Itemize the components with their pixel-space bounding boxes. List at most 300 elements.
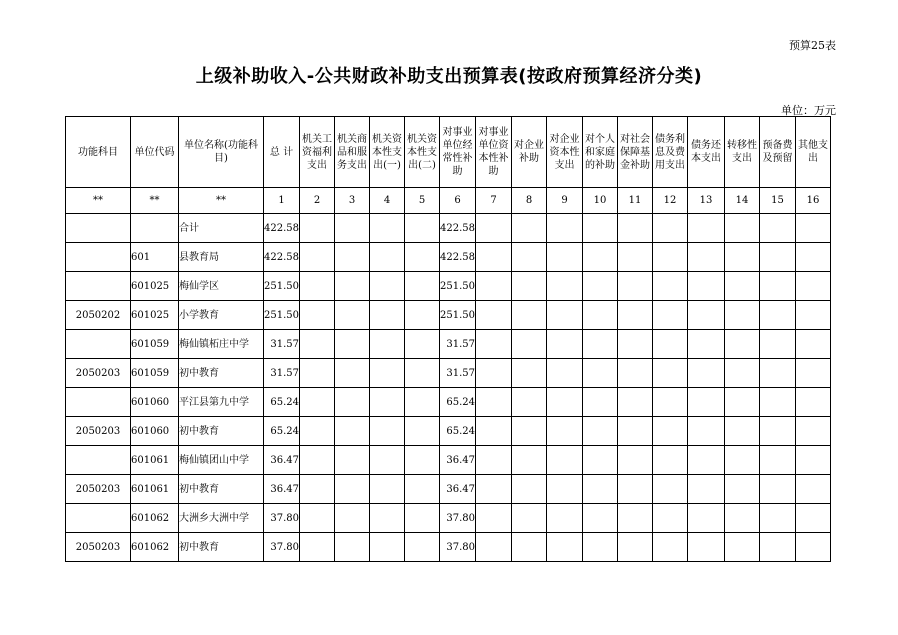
table-row [66, 446, 831, 475]
amount-cell [618, 243, 653, 272]
amount-cell [405, 272, 440, 301]
amount-cell [796, 446, 831, 475]
amount-cell [476, 446, 512, 475]
amount-cell [370, 272, 405, 301]
amount-cell [405, 359, 440, 388]
table-row [66, 504, 831, 533]
amount-cell: 36.47 [440, 475, 476, 504]
amount-cell [476, 330, 512, 359]
amount-cell [653, 272, 688, 301]
function-code-cell [66, 446, 131, 475]
column-index-cell: 12 [653, 188, 688, 214]
amount-cell [653, 330, 688, 359]
amount-cell [547, 330, 583, 359]
amount-cell [583, 504, 618, 533]
amount-cell [476, 243, 512, 272]
amount-cell [653, 301, 688, 330]
unit-code-cell: 601 [131, 243, 179, 272]
amount-cell [725, 214, 760, 243]
unit-name-cell: 初中教育 [179, 417, 264, 446]
amount-cell [547, 388, 583, 417]
amount-cell [653, 417, 688, 446]
amount-cell [370, 301, 405, 330]
amount-cell [725, 475, 760, 504]
amount-cell [653, 504, 688, 533]
column-index-cell: 1 [264, 188, 300, 214]
amount-cell: 422.58 [440, 214, 476, 243]
amount-cell [760, 475, 796, 504]
column-index-cell: 3 [335, 188, 370, 214]
function-code-cell [66, 214, 131, 243]
table-row [66, 301, 831, 330]
column-header [688, 117, 725, 188]
amount-cell [476, 388, 512, 417]
amount-cell [688, 301, 725, 330]
amount-cell [405, 504, 440, 533]
amount-cell [405, 388, 440, 417]
column-header-label: 机关工资福利支出 [302, 133, 332, 171]
budget-table [65, 116, 831, 562]
amount-cell [725, 243, 760, 272]
column-header-label: 机关商品和服务支出 [337, 133, 367, 171]
amount-cell [796, 214, 831, 243]
amount-cell [796, 330, 831, 359]
amount-cell [335, 417, 370, 446]
column-header [760, 117, 796, 188]
amount-cell [300, 417, 335, 446]
column-header-label: 对个人和家庭的补助 [585, 133, 615, 171]
header-row [66, 117, 831, 188]
amount-cell [760, 214, 796, 243]
table-row [66, 214, 831, 243]
column-header [547, 117, 583, 188]
amount-cell [476, 272, 512, 301]
amount-cell [300, 272, 335, 301]
amount-cell [760, 504, 796, 533]
column-index-cell: 9 [547, 188, 583, 214]
amount-cell [618, 388, 653, 417]
amount-cell [653, 359, 688, 388]
column-header [440, 117, 476, 188]
column-header-label: 单位名称(功能科目) [184, 140, 258, 164]
amount-cell [512, 475, 547, 504]
column-header [653, 117, 688, 188]
column-index-cell: 8 [512, 188, 547, 214]
unit-label: 单位：万元 [781, 104, 836, 117]
page-title: 上级补助收入-公共财政补助支出预算表(按政府预算经济分类) [195, 66, 703, 87]
amount-cell [335, 533, 370, 562]
amount-cell [760, 388, 796, 417]
amount-cell [300, 214, 335, 243]
column-header-label: 机关资本性支出(一) [372, 133, 402, 171]
column-index-cell: ** [131, 188, 179, 214]
amount-cell [370, 446, 405, 475]
amount-cell [370, 388, 405, 417]
total-cell: 65.24 [264, 417, 300, 446]
amount-cell [335, 301, 370, 330]
total-cell: 31.57 [264, 330, 300, 359]
column-header [335, 117, 370, 188]
amount-cell [796, 504, 831, 533]
table-row [66, 388, 831, 417]
amount-cell [725, 504, 760, 533]
amount-cell [688, 359, 725, 388]
amount-cell [300, 359, 335, 388]
amount-cell [583, 475, 618, 504]
amount-cell [725, 388, 760, 417]
amount-cell: 37.80 [440, 504, 476, 533]
amount-cell [760, 417, 796, 446]
amount-cell [370, 504, 405, 533]
amount-cell [688, 330, 725, 359]
function-code-cell: 2050203 [66, 359, 131, 388]
amount-cell [300, 301, 335, 330]
amount-cell [547, 446, 583, 475]
amount-cell [335, 272, 370, 301]
amount-cell [618, 417, 653, 446]
amount-cell [335, 388, 370, 417]
column-header-label: 功能科目 [78, 146, 118, 158]
column-index-cell: ** [179, 188, 264, 214]
amount-cell [688, 475, 725, 504]
column-index-row [66, 188, 831, 214]
amount-cell [405, 475, 440, 504]
amount-cell [370, 330, 405, 359]
column-header [179, 117, 264, 188]
amount-cell [300, 475, 335, 504]
amount-cell [335, 214, 370, 243]
amount-cell [618, 272, 653, 301]
column-index-cell: 10 [583, 188, 618, 214]
unit-code-cell: 601059 [131, 359, 179, 388]
column-header-label: 转移性支出 [727, 140, 757, 164]
amount-cell [796, 475, 831, 504]
column-header [370, 117, 405, 188]
total-cell: 422.58 [264, 214, 300, 243]
column-header-label: 对企业资本性支出 [549, 133, 580, 171]
amount-cell [583, 272, 618, 301]
function-code-cell [66, 388, 131, 417]
total-cell: 65.24 [264, 388, 300, 417]
amount-cell [405, 243, 440, 272]
column-index-cell: ** [66, 188, 131, 214]
column-index-cell: 5 [405, 188, 440, 214]
table-row [66, 533, 831, 562]
amount-cell [688, 417, 725, 446]
unit-name-cell: 县教育局 [179, 243, 264, 272]
amount-cell [335, 446, 370, 475]
amount-cell: 36.47 [440, 446, 476, 475]
column-header [618, 117, 653, 188]
amount-cell [760, 446, 796, 475]
column-header-label: 预备费及预留 [762, 140, 793, 164]
function-code-cell: 2050203 [66, 417, 131, 446]
amount-cell [405, 533, 440, 562]
amount-cell [405, 446, 440, 475]
amount-cell: 422.58 [440, 243, 476, 272]
amount-cell [300, 446, 335, 475]
function-code-cell: 2050202 [66, 301, 131, 330]
amount-cell [618, 359, 653, 388]
column-header-label: 其他支出 [798, 140, 828, 164]
amount-cell [335, 330, 370, 359]
amount-cell [476, 533, 512, 562]
unit-code-cell: 601062 [131, 533, 179, 562]
amount-cell [653, 533, 688, 562]
table-row [66, 330, 831, 359]
amount-cell [300, 533, 335, 562]
column-header [300, 117, 335, 188]
amount-cell [760, 272, 796, 301]
amount-cell [760, 243, 796, 272]
amount-cell [405, 214, 440, 243]
amount-cell [512, 388, 547, 417]
function-code-cell: 2050203 [66, 533, 131, 562]
amount-cell [796, 272, 831, 301]
amount-cell [512, 272, 547, 301]
amount-cell [512, 243, 547, 272]
column-index-cell: 16 [796, 188, 831, 214]
column-header [66, 117, 131, 188]
table-row [66, 475, 831, 504]
amount-cell [512, 301, 547, 330]
column-index-cell: 2 [300, 188, 335, 214]
column-index-cell: 7 [476, 188, 512, 214]
amount-cell [370, 417, 405, 446]
column-header-label: 对社会保障基金补助 [620, 133, 650, 171]
unit-name-cell: 平江县第九中学 [179, 388, 264, 417]
amount-cell [618, 475, 653, 504]
total-cell: 31.57 [264, 359, 300, 388]
amount-cell [688, 243, 725, 272]
amount-cell [547, 301, 583, 330]
amount-cell [583, 446, 618, 475]
amount-cell [300, 388, 335, 417]
amount-cell [653, 446, 688, 475]
amount-cell [796, 359, 831, 388]
amount-cell [653, 243, 688, 272]
total-cell: 422.58 [264, 243, 300, 272]
table-row [66, 417, 831, 446]
amount-cell [618, 446, 653, 475]
amount-cell [370, 243, 405, 272]
unit-name-cell: 初中教育 [179, 359, 264, 388]
amount-cell [583, 243, 618, 272]
amount-cell: 65.24 [440, 417, 476, 446]
amount-cell [725, 330, 760, 359]
unit-name-cell: 合计 [179, 214, 264, 243]
amount-cell [796, 417, 831, 446]
amount-cell [476, 475, 512, 504]
function-code-cell: 2050203 [66, 475, 131, 504]
unit-name-cell: 梅仙镇团山中学 [179, 446, 264, 475]
column-index-cell: 13 [688, 188, 725, 214]
amount-cell [370, 475, 405, 504]
amount-cell [335, 243, 370, 272]
amount-cell [476, 359, 512, 388]
amount-cell: 251.50 [440, 272, 476, 301]
amount-cell [688, 533, 725, 562]
form-number: 预算25表 [789, 39, 836, 52]
amount-cell [583, 301, 618, 330]
total-cell: 251.50 [264, 272, 300, 301]
column-header-label: 对企业补助 [514, 140, 544, 164]
amount-cell [583, 417, 618, 446]
column-header [583, 117, 618, 188]
amount-cell [618, 214, 653, 243]
amount-cell [653, 388, 688, 417]
amount-cell [618, 533, 653, 562]
amount-cell [547, 504, 583, 533]
unit-name-cell: 梅仙学区 [179, 272, 264, 301]
total-cell: 37.80 [264, 533, 300, 562]
amount-cell [405, 301, 440, 330]
amount-cell [547, 533, 583, 562]
function-code-cell [66, 243, 131, 272]
amount-cell [653, 475, 688, 504]
unit-code-cell: 601060 [131, 417, 179, 446]
amount-cell [547, 243, 583, 272]
unit-code-cell: 601061 [131, 475, 179, 504]
column-header [725, 117, 760, 188]
column-index-cell: 14 [725, 188, 760, 214]
unit-name-cell: 初中教育 [179, 533, 264, 562]
table-row [66, 359, 831, 388]
total-cell: 36.47 [264, 446, 300, 475]
column-header-label: 债务利息及费用支出 [655, 133, 685, 171]
function-code-cell [66, 504, 131, 533]
amount-cell [618, 301, 653, 330]
amount-cell [405, 417, 440, 446]
column-index-cell: 6 [440, 188, 476, 214]
column-header-label: 对事业单位经常性补助 [442, 127, 473, 177]
amount-cell [512, 330, 547, 359]
amount-cell [476, 417, 512, 446]
unit-name-cell: 初中教育 [179, 475, 264, 504]
amount-cell [547, 359, 583, 388]
amount-cell [725, 417, 760, 446]
amount-cell [512, 417, 547, 446]
amount-cell [300, 330, 335, 359]
amount-cell [796, 533, 831, 562]
amount-cell [618, 330, 653, 359]
amount-cell [760, 330, 796, 359]
column-header [405, 117, 440, 188]
function-code-cell [66, 330, 131, 359]
amount-cell [688, 446, 725, 475]
amount-cell [370, 533, 405, 562]
column-index-cell: 15 [760, 188, 796, 214]
column-index-cell: 4 [370, 188, 405, 214]
amount-cell: 31.57 [440, 359, 476, 388]
amount-cell [760, 533, 796, 562]
amount-cell [653, 214, 688, 243]
amount-cell [335, 504, 370, 533]
unit-code-cell: 601025 [131, 301, 179, 330]
amount-cell [725, 359, 760, 388]
table-row [66, 243, 831, 272]
amount-cell [335, 359, 370, 388]
amount-cell [300, 504, 335, 533]
amount-cell [512, 446, 547, 475]
function-code-cell [66, 272, 131, 301]
amount-cell [512, 504, 547, 533]
column-header [264, 117, 300, 188]
amount-cell [796, 243, 831, 272]
amount-cell [335, 475, 370, 504]
amount-cell [300, 243, 335, 272]
column-index-cell: 11 [618, 188, 653, 214]
amount-cell [512, 359, 547, 388]
amount-cell [760, 359, 796, 388]
column-header-label: 机关资本性支出(二) [407, 133, 437, 171]
amount-cell [796, 301, 831, 330]
amount-cell: 37.80 [440, 533, 476, 562]
amount-cell [760, 301, 796, 330]
column-header-label: 总 计 [269, 146, 294, 158]
amount-cell [688, 504, 725, 533]
total-cell: 37.80 [264, 504, 300, 533]
column-header [131, 117, 179, 188]
amount-cell [725, 272, 760, 301]
unit-name-cell: 梅仙镇柘庄中学 [179, 330, 264, 359]
amount-cell [405, 330, 440, 359]
unit-code-cell: 601059 [131, 330, 179, 359]
amount-cell [583, 533, 618, 562]
amount-cell [370, 214, 405, 243]
amount-cell [725, 446, 760, 475]
amount-cell [583, 330, 618, 359]
amount-cell [370, 359, 405, 388]
column-header [796, 117, 831, 188]
column-header-label: 对事业单位资本性补助 [478, 127, 509, 177]
amount-cell [512, 214, 547, 243]
amount-cell [476, 301, 512, 330]
total-cell: 36.47 [264, 475, 300, 504]
amount-cell [547, 475, 583, 504]
amount-cell: 251.50 [440, 301, 476, 330]
amount-cell [547, 272, 583, 301]
unit-code-cell: 601061 [131, 446, 179, 475]
total-cell: 251.50 [264, 301, 300, 330]
unit-code-cell: 601060 [131, 388, 179, 417]
amount-cell [583, 359, 618, 388]
amount-cell: 31.57 [440, 330, 476, 359]
amount-cell [688, 388, 725, 417]
amount-cell [688, 272, 725, 301]
unit-name-cell: 大洲乡大洲中学 [179, 504, 264, 533]
table-row [66, 272, 831, 301]
amount-cell [547, 214, 583, 243]
unit-code-cell [131, 214, 179, 243]
unit-code-cell: 601025 [131, 272, 179, 301]
column-header [512, 117, 547, 188]
amount-cell [725, 301, 760, 330]
amount-cell [618, 504, 653, 533]
unit-code-cell: 601062 [131, 504, 179, 533]
amount-cell [476, 504, 512, 533]
amount-cell: 65.24 [440, 388, 476, 417]
column-header-label: 单位代码 [134, 146, 175, 158]
column-header [476, 117, 512, 188]
amount-cell [796, 388, 831, 417]
amount-cell [583, 388, 618, 417]
amount-cell [688, 214, 725, 243]
amount-cell [725, 533, 760, 562]
column-header-label: 债务还本支出 [691, 140, 721, 164]
amount-cell [583, 214, 618, 243]
unit-name-cell: 小学教育 [179, 301, 264, 330]
